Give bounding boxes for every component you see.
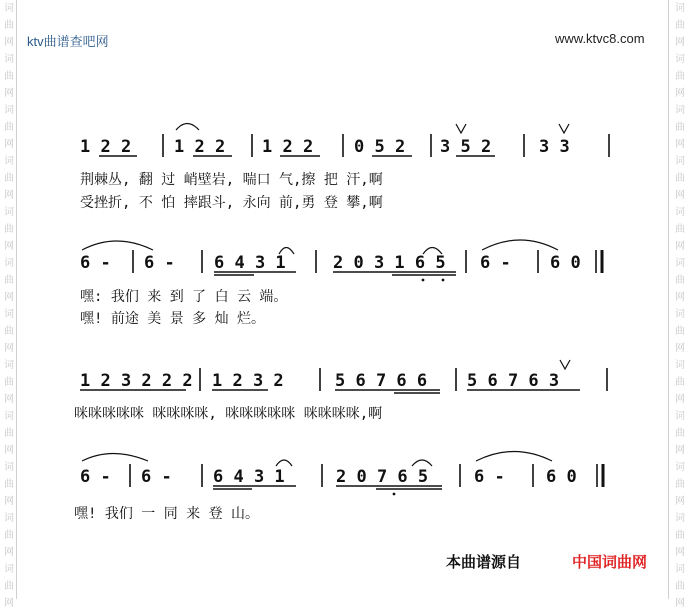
- site-url-right: www.ktvc8.com: [555, 31, 645, 46]
- measure: 6 -: [480, 253, 511, 273]
- measure: 0 5 2: [354, 137, 406, 157]
- lyric-verse-2: 受挫折, 不 怕 摔跟斗, 永向 前,勇 登 攀,啊: [80, 195, 383, 211]
- measure: 1 2 2: [80, 137, 132, 157]
- lyric-line: 嘿! 我们 一 同 来 登 山。: [74, 506, 260, 522]
- measure: 2 0 3 1 6 5: [333, 253, 446, 273]
- watermark-right: 词曲网词曲网词曲网词曲网词曲网词曲网词曲网词曲网词曲网词曲网词曲网词曲网: [675, 3, 685, 609]
- measure: 2 0 7 6 5: [336, 467, 429, 487]
- measure: 6 -: [80, 467, 111, 487]
- measure: 6 0: [550, 253, 581, 273]
- score-line-1: [80, 124, 609, 212]
- lyric-verse-2: 嘿! 前途 美 景 多 灿 烂。: [80, 311, 266, 327]
- measure: 1 2 2: [174, 137, 226, 157]
- source-brand: 中国词曲网: [572, 553, 648, 571]
- measure: 3 3: [539, 137, 570, 157]
- lyric-line: 咪咪咪咪咪 咪咪咪咪, 咪咪咪咪咪 咪咪咪咪,啊: [74, 406, 383, 422]
- score-line-3: [74, 360, 607, 422]
- measure: 1 2 2: [262, 137, 314, 157]
- measure: 3 5 2: [440, 137, 492, 157]
- measure: 1 2 3 2: [212, 371, 284, 391]
- score-line-4: [74, 452, 603, 523]
- measure: 5 6 7 6 3: [467, 371, 560, 391]
- measure: 6 -: [141, 467, 172, 487]
- lyric-verse-1: 荆棘丛, 翻 过 峭壁岩, 喘口 气,擦 把 汗,啊: [80, 172, 383, 188]
- measure: 6 -: [80, 253, 111, 273]
- measure: 6 -: [474, 467, 505, 487]
- site-name-left: ktv曲谱查吧网: [27, 34, 109, 49]
- measure: 1 2 3 2 2 2: [80, 371, 193, 391]
- source-label: 本曲谱源自: [446, 553, 522, 571]
- measure: 6 0: [546, 467, 577, 487]
- measure: 6 -: [144, 253, 175, 273]
- watermark-left: 词曲网词曲网词曲网词曲网词曲网词曲网词曲网词曲网词曲网词曲网词曲网词曲网: [4, 3, 14, 609]
- measure: 5 6 7 6 6: [335, 371, 428, 391]
- measure: 6 4 3 1: [214, 253, 286, 273]
- measure: 6 4 3 1: [213, 467, 285, 487]
- lyric-verse-1: 嘿: 我们 来 到 了 白 云 端。: [80, 289, 288, 305]
- score-line-2: [80, 240, 602, 327]
